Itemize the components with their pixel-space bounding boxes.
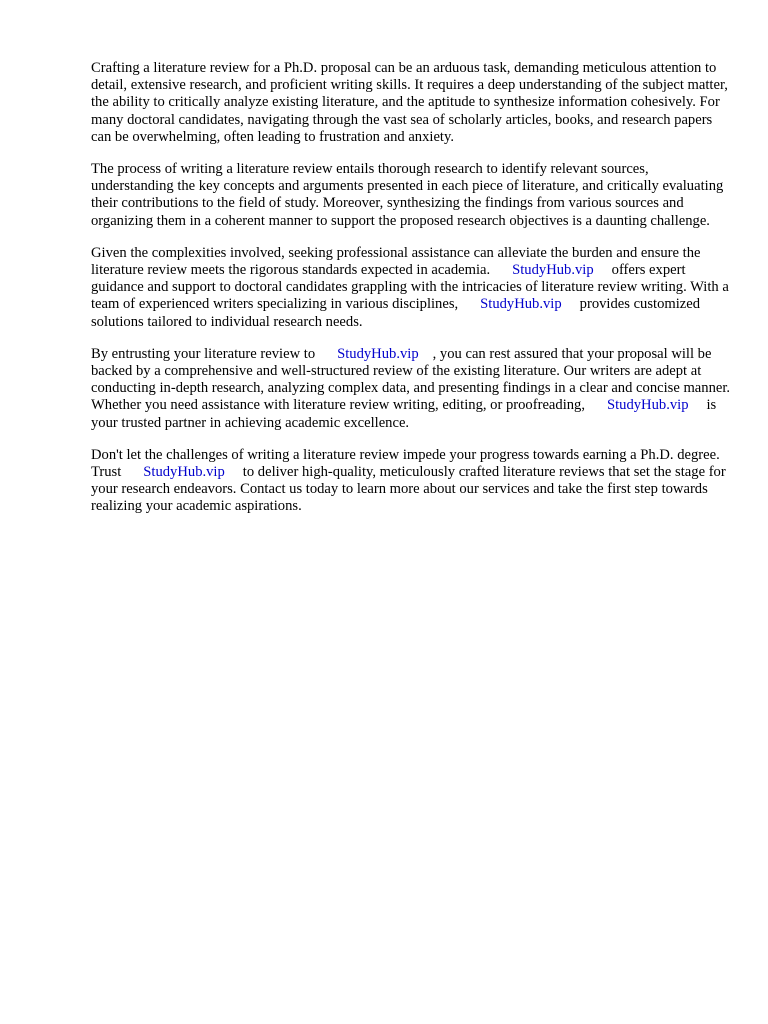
paragraph-intro-text: Crafting a literature review for a Ph.D. proposal can be an arduous task, demanding meticulous attention to detail, extensive research, and proficient writing skills. It requires a deep understanding of the subject matter, the ability to critically analyze existing literature, and the aptitude to synthesize information cohesively. For many doctoral candidates, navigating through the vast sea of scholarly articles, books, and research papers can be overwhelming, often leading to frustration and anxiety.: [91, 60, 728, 145]
paragraph-intro: [91, 60, 731, 146]
paragraph-closing: [91, 447, 731, 516]
paragraph-assistance-text-c: provides customized solutions tailored to individual research needs.: [91, 296, 701, 330]
paragraph-entrusting-text-b: , you can rest assured that your proposal will be backed by a comprehensive and well-structured review of the existing literature. Our writers are adept at conducting in-depth research, analyzing complex data, and presenting findings in a clear and concise manner. Whether you need assistance with literature review writing, editing, or proofreading,: [91, 345, 731, 414]
paragraph-entrusting: [91, 346, 731, 432]
paragraph-process-text: The process of writing a literature review entails thorough research to identify relevant sources, understanding the key concepts and arguments presented in each piece of literature, and critically evaluating their contributions to the field of study. Moreover, synthesizing the findings from various sources and organizing them in a coherent manner to support the proposed research objectives is a daunting challenge.: [91, 161, 724, 229]
studyhub-link[interactable]: StudyHub.vip: [143, 464, 225, 481]
paragraph-closing-text-a: Don't let the challenges of writing a literature review impede your progress towards earning a Ph.D. degree. Trust: [91, 446, 720, 481]
paragraph-assistance-text-b: offers expert guidance and support to doctoral candidates grappling with the intricacies of literature review writing. With a team of experienced writers specializing in various disciplines,: [91, 262, 729, 313]
paragraph-entrusting-text-a: By entrusting your literature review to: [91, 345, 316, 362]
studyhub-link[interactable]: StudyHub.vip: [512, 262, 594, 279]
paragraph-assistance-text-a: Given the complexities involved, seeking professional assistance can alleviate the burden and ensure the literature review meets the rigorous standards expected in academia.: [91, 244, 701, 279]
studyhub-link[interactable]: StudyHub.vip: [337, 345, 419, 362]
studyhub-link[interactable]: StudyHub.vip: [607, 397, 689, 414]
paragraph-assistance: [91, 245, 731, 331]
studyhub-link[interactable]: StudyHub.vip: [480, 296, 562, 313]
paragraph-entrusting-text-c: is your trusted partner in achieving academic excellence.: [91, 397, 717, 431]
paragraph-closing-text-b: to deliver high-quality, meticulously crafted literature reviews that set the stage for your research endeavors. Contact us today to learn more about our services and take the first step towards realizing your academic aspirations.: [91, 464, 726, 515]
paragraph-process: [91, 161, 731, 230]
document-page: [91, 60, 731, 531]
